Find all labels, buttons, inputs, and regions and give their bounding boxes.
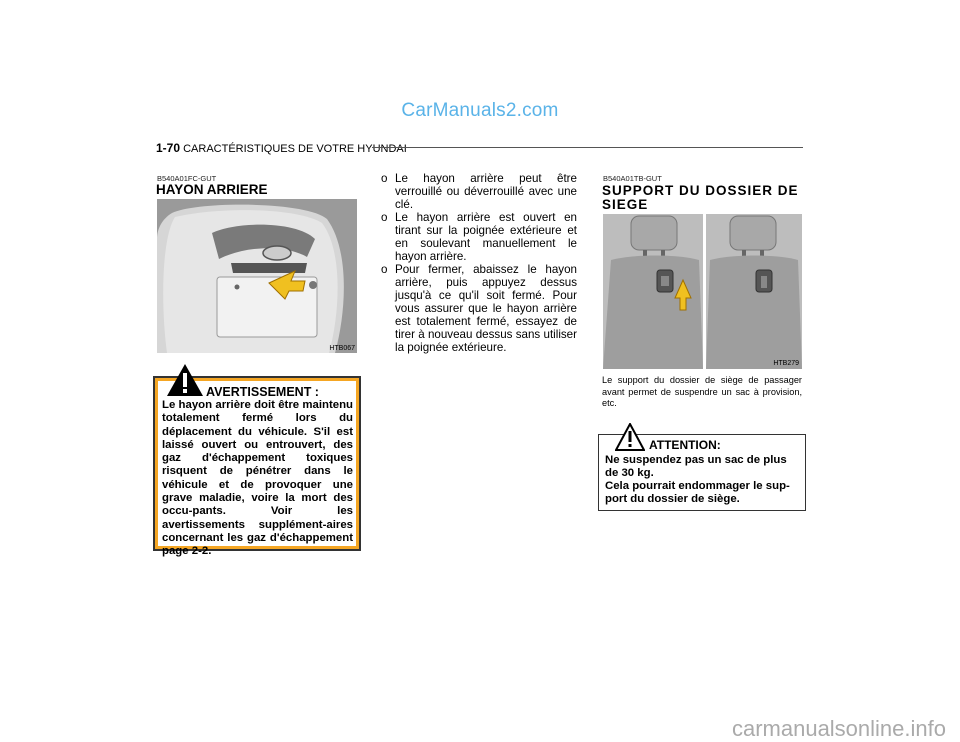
header-rule — [372, 147, 803, 148]
attention-line: Ne suspendez pas un sac de plus de 30 kg. — [605, 454, 787, 479]
warning-box — [153, 376, 361, 558]
right-section-title: SUPPORT DU DOSSIER DE SIEGE — [602, 183, 799, 212]
bullet-item: o Le hayon arrière peut être verrouillé ou déverrouillé avec une clé. — [381, 172, 577, 211]
page-number: 1-70 — [156, 141, 181, 155]
page-header — [156, 141, 407, 155]
warning-text: Le hayon arrière doit être maintenu totalement fermé lors du déplacement du véhicule. S'il est laissé ouvert ou entrouvert, des gaz d'échappement toxiques risquent de pénétrer dans le véhicule et de provoquer une grave maladie, voire la mort des occu-pants. Voir les avertissements supplément-aires concernant les gaz d'échappement page 2-2. — [162, 399, 353, 558]
tailgate-instructions — [381, 172, 577, 354]
attention-line: Cela pourrait endommager le sup-port du dossier de siège. — [605, 480, 790, 505]
attention-box — [598, 434, 806, 511]
left-section-title: HAYON ARRIERE — [156, 182, 268, 197]
attention-text — [605, 454, 801, 506]
right-photo-label: HTB279 — [773, 360, 799, 367]
seat-support-description: Le support du dossier de siège de passager avant permet de suspendre un sac à provision, etc. — [602, 375, 802, 408]
seat-photo-right — [706, 214, 802, 369]
left-photo-label: HTB067 — [329, 345, 355, 352]
bullet-item: o Le hayon arrière est ouvert en tirant sur la poignée extérieure et en soulevant manuellement le hayon arrière. — [381, 211, 577, 263]
watermark-bottom: carmanualsonline.info — [731, 716, 946, 741]
seat-photo-left — [603, 214, 703, 369]
attention-title: ATTENTION: — [649, 438, 721, 452]
bullet-item: o Pour fermer, abaissez le hayon arrière, puis appuyez dessus jusqu'à ce qu'il soit fermé. Pour vous assurer que le hayon arrière est totalement fermé, essayez de tirer à nouveau dessus sans utiliser la poignée extérieure. — [381, 263, 577, 354]
warning-triangle-icon — [166, 363, 204, 397]
attention-triangle-icon — [615, 423, 645, 451]
tailgate-photo — [157, 199, 357, 353]
watermark-top: CarManuals2.com — [401, 100, 559, 121]
warning-title: AVERTISSEMENT : — [206, 385, 319, 399]
seat-illustration-right — [706, 214, 802, 369]
warning-inner — [158, 381, 356, 558]
left-section-code: B540A01FC-GUT — [157, 174, 217, 183]
tailgate-illustration — [157, 199, 357, 353]
header-title: CARACTÉRISTIQUES DE VOTRE HYUNDAI — [183, 143, 407, 155]
seat-illustration-left — [603, 214, 703, 369]
right-section-code: B540A01TB-GUT — [603, 174, 662, 183]
